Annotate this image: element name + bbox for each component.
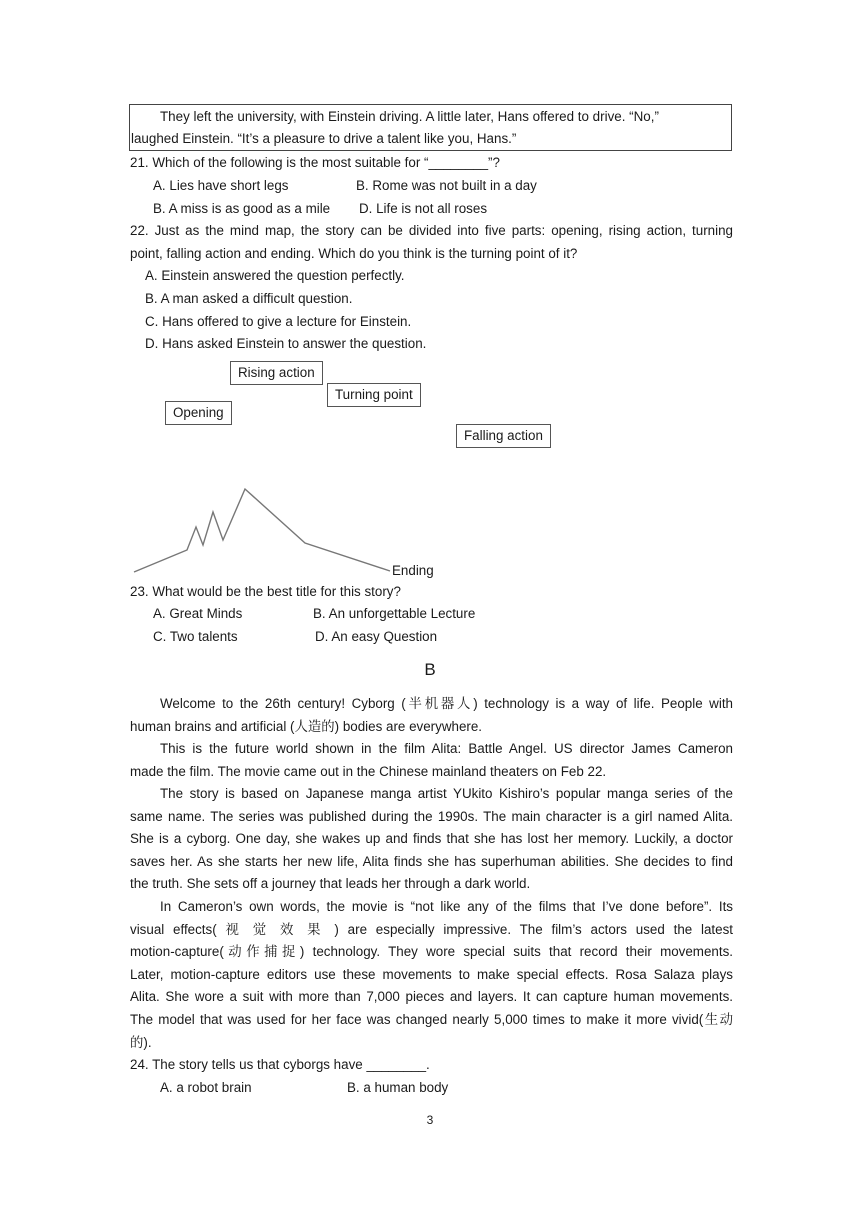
question-21-option-d: D. Life is not all roses [359,201,488,216]
paragraph-4-line-4: Later, motion-capture editors use these movements to make special effects. Rosa Salaza plays [130,966,733,982]
paragraph-3-line-4: saves her. As she starts her new life, Alita finds she has superhuman abilities. She decides to find [130,853,733,869]
paragraph-4-line-1: In Cameron’s own words, the movie is “not like any of the films that I’ve done before”. Its [160,899,733,914]
label-opening: Opening [165,401,232,425]
question-22-option-b: B. A man asked a difficult question. [145,291,353,306]
paragraph-3-line-5: the truth. She sets off a journey that leads her through a dark world. [130,876,531,892]
paragraph-1-line-2: human brains and artificial (人造的) bodies are everywhere. [130,718,483,734]
story-arc-diagram [0,0,860,600]
label-rising-action: Rising action [230,361,323,385]
question-21-stem: 21. Which of the following is the most suitable for “________”? [130,155,500,170]
passage-excerpt-line-1: They left the university, with Einstein driving. A little later, Hans offered to drive. “No,” [160,109,659,124]
question-24-stem: 24. The story tells us that cyborgs have ________. [130,1057,430,1072]
passage-b-paragraph-4 [130,896,733,1054]
paragraph-3-line-1: The story is based on Japanese manga artist YUkito Kishiro’s popular manga series of the [160,786,733,801]
passage-excerpt-line-2: laughed Einstein. “It’s a pleasure to drive a talent like you, Hans.” [131,131,517,146]
page-number: 3 [426,1113,434,1127]
question-24-option-a: A. a robot brain [160,1080,252,1095]
paragraph-3-line-2: same name. The series was published during the 1990s. The main character is a girl named Alita. [130,808,733,824]
question-23-option-a: A. Great Minds [153,606,243,621]
passage-b-paragraph-2 [130,738,733,783]
question-23-stem: 23. What would be the best title for this story? [130,584,401,599]
question-21-option-a: A. Lies have short legs [153,178,289,193]
paragraph-4-line-2: visual effects( 视 觉 效 果 ) are especially impressive. The film’s actors used the latest [130,921,733,937]
paragraph-4-line-5: Alita. She wore a suit with more than 7,000 pieces and layers. It can capture human movements. [130,989,733,1005]
paragraph-2-line-2: made the film. The movie came out in the Chinese mainland theaters on Feb 22. [130,763,607,779]
paragraph-3-line-3: She is a cyborg. One day, she wakes up and finds that she has lost her memory. Luckily, a doctor [130,831,733,847]
label-ending: Ending [392,563,434,578]
question-21-option-b: B. Rome was not built in a day [356,178,537,193]
question-23-option-c: C. Two talents [153,629,238,644]
paragraph-4-line-6: The model that was used for her face was changed nearly 5,000 times to make it more vivid(生动 [130,1011,733,1027]
question-22-option-d: D. Hans asked Einstein to answer the question. [145,336,427,351]
paragraph-1-line-1: Welcome to the 26th century! Cyborg (半机器人) technology is a way of life. People with [160,696,733,711]
question-22-option-a: A. Einstein answered the question perfectly. [145,268,405,283]
paragraph-4-line-3: motion-capture(动作捕捉) technology. They wore special suits that record their movements. [130,944,733,960]
paragraph-4-line-7: 的). [130,1034,152,1050]
question-23-option-b: B. An unforgettable Lecture [313,606,476,621]
paragraph-2-line-1: This is the future world shown in the film Alita: Battle Angel. US director James Cameron [160,741,733,756]
question-22-option-c: C. Hans offered to give a lecture for Einstein. [145,314,412,329]
question-22-stem-line-1: 22. Just as the mind map, the story can be divided into five parts: opening, rising action, turning [130,223,733,238]
section-b-heading: B [424,660,436,679]
passage-b-paragraph-3 [130,783,733,896]
question-24-option-b: B. a human body [347,1080,449,1095]
passage-b-paragraph-1 [130,693,733,738]
story-arc-line [134,489,390,572]
question-21-option-c: B. A miss is as good as a mile [153,201,331,216]
label-turning-point: Turning point [327,383,421,407]
question-22-stem-line-2: point, falling action and ending. Which do you think is the turning point of it? [130,245,578,261]
question-23-option-d: D. An easy Question [315,629,438,644]
label-falling-action: Falling action [456,424,551,448]
